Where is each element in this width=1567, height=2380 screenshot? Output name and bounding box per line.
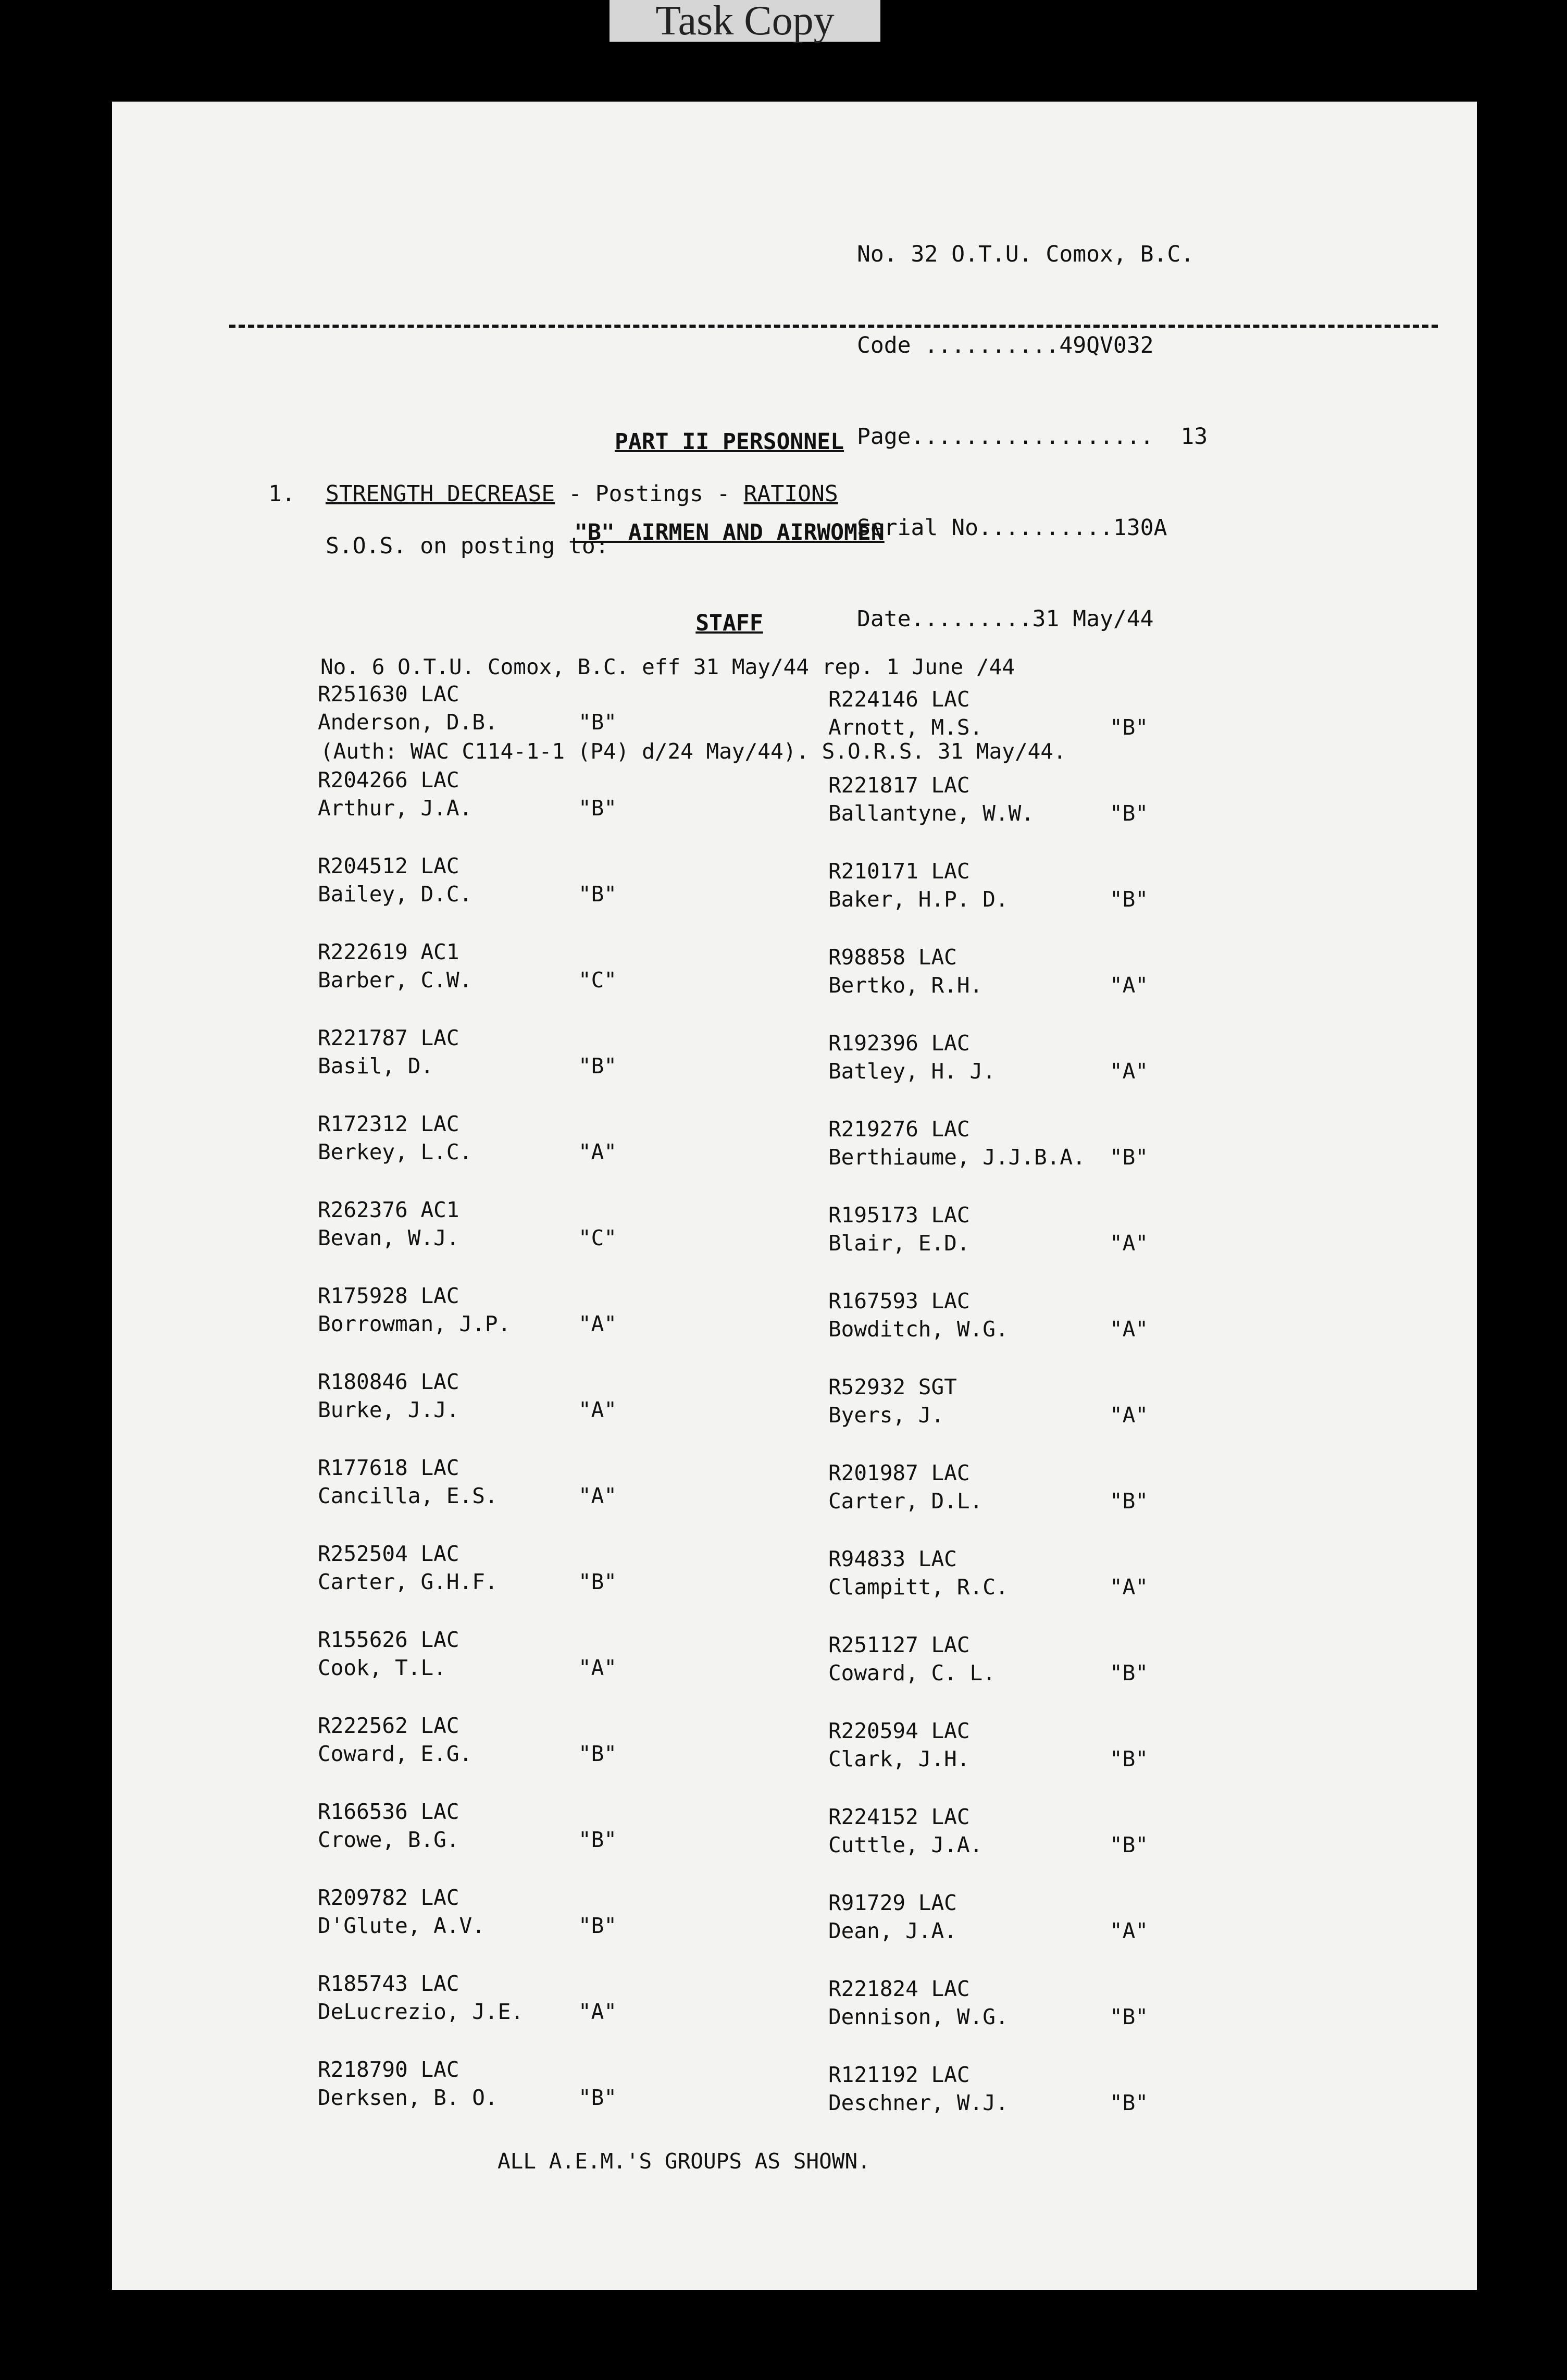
personnel-entry [318,1969,617,2055]
service-number: R195173 LAC [828,1203,970,1228]
service-number: R180846 LAC [318,1369,459,1394]
serial-line: Serial No..........130A [857,515,1167,541]
service-number: R251630 LAC [318,681,459,706]
right-personnel-column [828,685,1149,2147]
group-classification: "B" [578,1569,617,1594]
personnel-entry [318,1883,617,1969]
document-page [112,102,1477,2290]
airman-name: Crowe, B.G. [318,1827,459,1852]
airman-name: Anderson, D.B. [318,710,498,735]
group-classification: "A" [1110,1231,1149,1256]
personnel-entry [318,766,617,852]
personnel-entry [318,852,617,938]
group-classification: "B" [1110,2090,1149,2115]
service-number: R94833 LAC [828,1546,957,1571]
personnel-entry [828,1717,1149,1803]
date-line: Date.........31 May/44 [857,606,1154,632]
group-classification: "A" [1110,1575,1149,1600]
personnel-entry [318,1454,617,1540]
unit-line: No. 32 O.T.U. Comox, B.C. [857,241,1195,267]
service-number: R221817 LAC [828,773,970,798]
personnel-entry [318,1540,617,1626]
group-classification: "B" [578,710,617,735]
airman-name: Clampitt, R.C. [828,1575,1009,1600]
personnel-entry [828,1287,1149,1373]
personnel-entry [318,1798,617,1883]
service-number: R210171 LAC [828,859,970,884]
rations-text: RATIONS [743,481,838,507]
personnel-entry [318,1712,617,1798]
personnel-entry [318,1110,617,1196]
posting-line-1: No. 6 O.T.U. Comox, B.C. eff 31 May/44 rep. 1 June /44 [320,654,1015,679]
personnel-entry [828,1373,1149,1459]
task-copy-stamp: Task Copy [610,0,880,42]
airman-name: Burke, J.J. [318,1397,459,1422]
airman-name: Berthiaume, J.J.B.A. [828,1145,1086,1170]
airman-name: Berkey, L.C. [318,1139,472,1164]
airman-name: Coward, C. L. [828,1660,996,1685]
group-classification: "B" [578,882,617,907]
group-classification: "B" [1110,1489,1149,1514]
personnel-entry [828,943,1149,1029]
airman-name: Baker, H.P. D. [828,887,1009,912]
airman-name: Carter, G.H.F. [318,1569,498,1594]
service-number: R218790 LAC [318,2057,459,2082]
airman-name: Derksen, B. O. [318,2085,498,2110]
airman-name: Bevan, W.J. [318,1225,459,1250]
airman-name: Arnott, M.S. [828,715,983,740]
airman-name: Coward, E.G. [318,1741,472,1766]
personnel-entry [828,1029,1149,1115]
service-number: R204512 LAC [318,853,459,878]
airman-name: Blair, E.D. [828,1231,970,1256]
personnel-entry [828,1115,1149,1201]
group-classification: "C" [578,1225,617,1250]
service-number: R204266 LAC [318,767,459,792]
personnel-entry [828,1803,1149,1889]
personnel-entry [318,938,617,1024]
personnel-entry [828,1889,1149,1975]
airman-name: Barber, C.W. [318,968,472,993]
service-number: R175928 LAC [318,1283,459,1308]
group-classification: "B" [1110,1832,1149,1857]
group-classification: "B" [1110,1145,1149,1170]
personnel-entry [828,1975,1149,2061]
personnel-entry [828,685,1149,771]
airman-name: Cancilla, E.S. [318,1483,498,1508]
airman-name: Bailey, D.C. [318,882,472,907]
airman-name: Bowditch, W.G. [828,1317,1009,1342]
airman-name: DeLucrezio, J.E. [318,1999,524,2024]
group-classification: "B" [578,1827,617,1852]
personnel-entry [828,771,1149,857]
airman-name: Ballantyne, W.W. [828,801,1034,826]
group-classification: "A" [578,1139,617,1164]
group-classification: "B" [578,796,617,821]
airman-name: Basil, D. [318,1053,434,1079]
group-classification: "B" [1110,887,1149,912]
service-number: R222619 AC1 [318,939,459,964]
service-number: R177618 LAC [318,1455,459,1480]
airman-name: Cook, T.L. [318,1655,446,1680]
service-number: R167593 LAC [828,1288,970,1313]
airman-name: Bertko, R.H. [828,973,983,998]
service-number: R224152 LAC [828,1804,970,1829]
left-personnel-column [318,680,617,2141]
group-classification: "A" [1110,973,1149,998]
page-line: Page.................. 13 [857,424,1208,450]
strength-decrease: STRENGTH DECREASE [326,481,555,507]
airman-name: Carter, D.L. [828,1489,983,1514]
sos-line: S.O.S. on posting to: [326,533,609,559]
service-number: R221824 LAC [828,1976,970,2001]
section-number: 1. [268,481,295,507]
airman-name: Dennison, W.G. [828,2004,1009,2029]
footer-note: ALL A.E.M.'S GROUPS AS SHOWN. [498,2149,870,2174]
service-number: R220594 LAC [828,1718,970,1743]
airman-name: D'Glute, A.V. [318,1913,485,1938]
service-number: R192396 LAC [828,1031,970,1056]
service-number: R252504 LAC [318,1541,459,1566]
service-number: R52932 SGT [828,1374,957,1399]
personnel-entry [318,2055,617,2141]
service-number: R185743 LAC [318,1971,459,1996]
group-classification: "A" [578,1483,617,1508]
service-number: R224146 LAC [828,687,970,712]
group-classification: "B" [1110,1746,1149,1771]
group-classification: "B" [1110,1660,1149,1685]
personnel-entry [318,1282,617,1368]
airman-name: Deschner, W.J. [828,2090,1009,2115]
service-number: R251127 LAC [828,1632,970,1657]
service-number: R98858 LAC [828,945,957,970]
personnel-entry [828,2061,1149,2147]
service-number: R221787 LAC [318,1025,459,1050]
group-classification: "A" [578,1999,617,2024]
group-classification: "B" [578,1053,617,1079]
group-classification: "B" [1110,715,1149,740]
title-staff: STAFF [695,610,763,636]
airman-name: Clark, J.H. [828,1746,970,1771]
group-classification: "A" [578,1397,617,1422]
service-number: R166536 LAC [318,1799,459,1824]
code-line: Code ..........49QV032 [857,332,1154,358]
service-number: R172312 LAC [318,1111,459,1136]
personnel-entry [318,1626,617,1712]
personnel-entry [828,1459,1149,1545]
personnel-entry [318,1368,617,1454]
header-divider [229,325,1438,328]
airman-name: Batley, H. J. [828,1059,996,1084]
airman-name: Arthur, J.A. [318,796,472,821]
service-number: R201987 LAC [828,1460,970,1485]
personnel-entry [828,1201,1149,1287]
service-number: R209782 LAC [318,1885,459,1910]
personnel-entry [828,1631,1149,1717]
group-classification: "B" [578,2085,617,2110]
group-classification: "A" [578,1311,617,1336]
group-classification: "B" [1110,2004,1149,2029]
group-classification: "A" [1110,1317,1149,1342]
title-airmen: "B" AIRMEN AND AIRWOMEN [574,519,885,546]
service-number: R222562 LAC [318,1713,459,1738]
airman-name: Borrowman, J.P. [318,1311,511,1336]
personnel-entry [828,857,1149,943]
group-classification: "A" [1110,1918,1149,1943]
group-classification: "B" [578,1913,617,1938]
service-number: R91729 LAC [828,1890,957,1915]
service-number: R155626 LAC [318,1627,459,1652]
group-classification: "B" [578,1741,617,1766]
posting-line-2: (Auth: WAC C114-1-1 (P4) d/24 May/44). S.O.R.S. 31 May/44. [320,739,1066,764]
group-classification: "A" [1110,1403,1149,1428]
personnel-entry [318,1024,617,1110]
airman-name: Byers, J. [828,1403,944,1428]
airman-name: Dean, J.A. [828,1918,957,1943]
group-classification: "B" [1110,801,1149,826]
postings-text: - Postings - [555,481,744,507]
personnel-entry [318,680,617,766]
airman-name: Cuttle, J.A. [828,1832,983,1857]
section-label [326,479,838,509]
group-classification: "A" [1110,1059,1149,1084]
group-classification: "C" [578,968,617,993]
group-classification: "A" [578,1655,617,1680]
personnel-entry [828,1545,1149,1631]
service-number: R262376 AC1 [318,1197,459,1222]
service-number: R121192 LAC [828,2062,970,2087]
service-number: R219276 LAC [828,1117,970,1142]
title-part: PART II PERSONNEL [614,429,844,455]
personnel-entry [318,1196,617,1282]
